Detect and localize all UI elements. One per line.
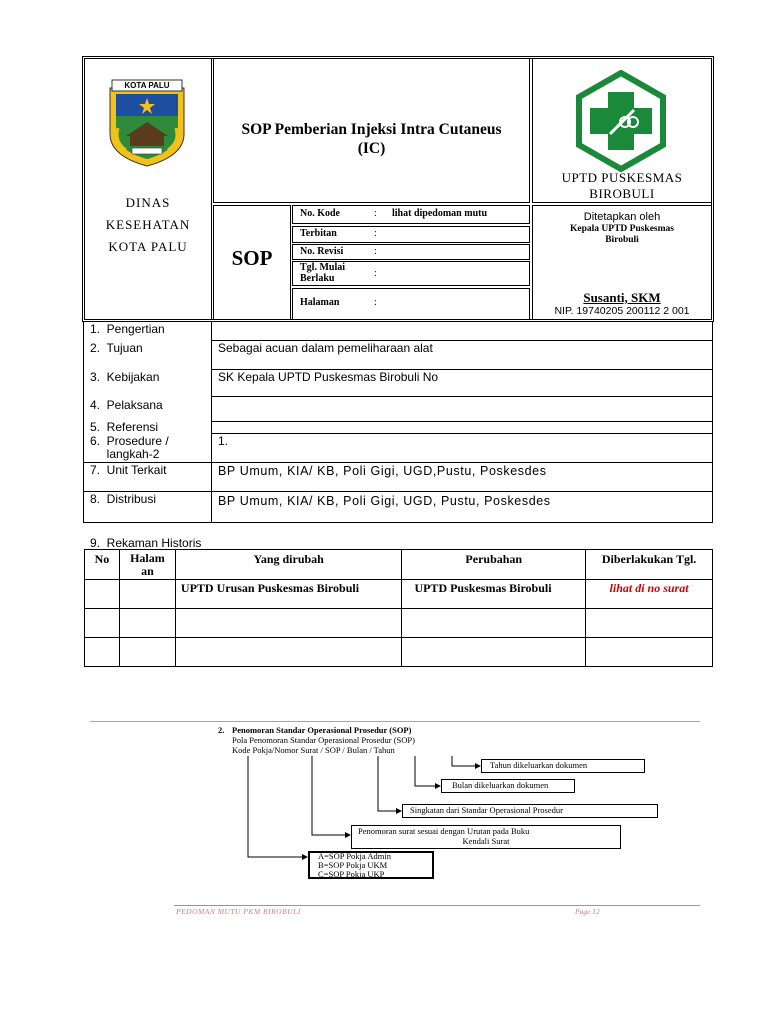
box-bulan-text: Bulan dikeluarkan dokumen [452, 780, 549, 790]
box-pokja-text [318, 852, 391, 879]
embedded-subheading: Pola Penomoran Standar Operasional Prosedur (SOP) [232, 735, 415, 745]
field-colon-no-revisi: : [374, 246, 377, 257]
history-header-no-text: No [94, 552, 110, 566]
row-label-kebijakan: 3. Kebijakan [90, 370, 160, 384]
kepala-line-2: Birobuli [605, 235, 639, 245]
embedded-footer-left: PEDOMAN MUTU PKM BIROBULI [176, 907, 301, 916]
history-cell [402, 609, 586, 638]
dinas-name [84, 192, 212, 258]
history-cell [586, 638, 713, 667]
row-label-pelaksana: 4. Pelaksana [90, 398, 163, 412]
puskesmas-logo [570, 70, 672, 172]
pokja-ukp: C=SOP Pokja UKP [318, 869, 385, 879]
org-name [532, 170, 712, 202]
page-title [213, 120, 530, 158]
history-cell [175, 609, 402, 638]
row-label-referensi: 5. Referensi [90, 420, 159, 434]
history-cell [119, 609, 175, 638]
history-table [84, 549, 713, 667]
logo-banner-text: KOTA PALU [124, 81, 170, 90]
row-line [83, 491, 713, 492]
history-value-diberlakukan: lihat di no surat [609, 581, 689, 595]
row-label-pengertian: 1. Pengertian [90, 322, 165, 336]
embedded-footer-right: Page 12 [575, 907, 600, 916]
kepala-line-1: Kepala UPTD Puskesmas [570, 224, 674, 234]
pokja-ukm: B=SOP Pokja UKM [318, 860, 388, 870]
history-cell [85, 638, 120, 667]
history-cell-diberlakukan [586, 580, 713, 609]
history-header-yang-dirubah [175, 550, 402, 580]
history-value-perubahan: UPTD Puskesmas Birobuli [414, 581, 552, 595]
signer-nip: NIP. 19740205 200112 2 001 [554, 305, 690, 317]
embedded-heading-num: 2. [218, 725, 225, 735]
embedded-arrows [90, 719, 700, 919]
box-singkatan-text: Singkatan dari Standar Operasional Prosedur [410, 805, 563, 815]
row-value-tujuan: Sebagai acuan dalam pemeliharaan alat [218, 341, 433, 355]
history-header-diberlakukan [586, 550, 713, 580]
row-label-tujuan: 2. Tujuan [90, 341, 143, 355]
field-label-no-revisi: No. Revisi [300, 246, 344, 257]
row-label-prosedure-2: langkah-2 [90, 447, 160, 461]
history-header-halaman [119, 550, 175, 580]
history-cell [85, 580, 120, 609]
embedded-footer-rule [174, 905, 700, 906]
box-penomoran-text-2: Kendali Surat [462, 836, 510, 846]
history-cell [85, 609, 120, 638]
row-value-unit-terkait: BP Umum, KIA/ KB, Poli Gigi, UGD,Pustu, Poskesdes [218, 464, 547, 478]
kota-palu-logo [104, 76, 190, 168]
signer-name: Susanti, SKM [583, 290, 661, 305]
field-label-halaman: Halaman [300, 297, 340, 308]
history-cell [119, 638, 175, 667]
history-cell [175, 638, 402, 667]
history-header-no [85, 550, 120, 580]
history-header-halaman-text: Halam an [130, 551, 165, 578]
field-colon-terbitan: : [374, 228, 377, 239]
content-divider [211, 321, 212, 523]
dinas-line-2: KESEHATAN [105, 217, 191, 232]
row-label-distribusi: 8. Distribusi [90, 492, 157, 506]
history-cell-perubahan [402, 580, 586, 609]
row-line [83, 462, 713, 463]
field-label-no-kode: No. Kode [300, 208, 340, 219]
ditetapkan-text: Ditetapkan oleh [583, 211, 661, 223]
title-line-2: (IC) [357, 140, 386, 157]
box-penomoran-text-1: Penomoran surat sesuai dengan Urutan pada Buku [358, 826, 530, 836]
pokja-admin: A=SOP Pokja Admin [318, 851, 391, 861]
row-value-distribusi: BP Umum, KIA/ KB, Poli Gigi, UGD, Pustu, Poskesdes [218, 494, 551, 508]
row-label-unit-terkait: 7. Unit Terkait [90, 463, 167, 477]
history-cell [586, 609, 713, 638]
history-cell-yang-dirubah [175, 580, 402, 609]
row-value-kebijakan: SK Kepala UPTD Puskesmas Birobuli No [218, 370, 439, 384]
dinas-line-3: KOTA PALU [108, 239, 188, 254]
embedded-image [90, 719, 700, 919]
history-header-diberlakukan-text: Diberlakukan Tgl. [601, 552, 697, 566]
row-label-prosedure: 6. Prosedure / [90, 434, 169, 448]
field-colon-no-kode: : [374, 208, 377, 219]
history-value-yang-dirubah: UPTD Urusan Puskesmas Birobuli [180, 581, 360, 595]
history-header-perubahan-text: Perubahan [465, 552, 523, 566]
embedded-heading: Penomoran Standar Operasional Prosedur (SOP) [232, 725, 412, 735]
title-line-1: SOP Pemberian Injeksi Intra Cutaneus [241, 121, 502, 138]
row-line [211, 421, 713, 422]
sop-label: SOP [231, 246, 273, 270]
field-value-no-kode: lihat dipedoman mutu [392, 208, 488, 219]
history-header-perubahan [402, 550, 586, 580]
kepala-text [532, 224, 712, 246]
org-line-2: BIROBULI [589, 186, 655, 201]
field-label-terbitan: Terbitan [300, 228, 337, 239]
row-line [211, 396, 713, 397]
field-colon-halaman: : [374, 297, 377, 308]
field-label-tgl-mulai: Tgl. Mulai Berlaku [300, 262, 346, 284]
org-line-1: UPTD PUSKESMAS [561, 170, 683, 185]
row-value-prosedure: 1. [218, 434, 229, 448]
box-tahun-text: Tahun dikeluarkan dokumen [490, 760, 588, 770]
field-colon-tgl-mulai: : [374, 268, 377, 279]
history-header-yang-dirubah-text: Yang dirubah [253, 552, 324, 566]
row-line [211, 433, 713, 434]
history-cell [119, 580, 175, 609]
dinas-line-1: DINAS [125, 195, 171, 210]
embedded-pattern: Kode Pokja/Nomor Surat / SOP / Bulan / Tahun [232, 745, 395, 755]
history-title: 9. Rekaman Historis [90, 536, 202, 550]
history-cell [402, 638, 586, 667]
